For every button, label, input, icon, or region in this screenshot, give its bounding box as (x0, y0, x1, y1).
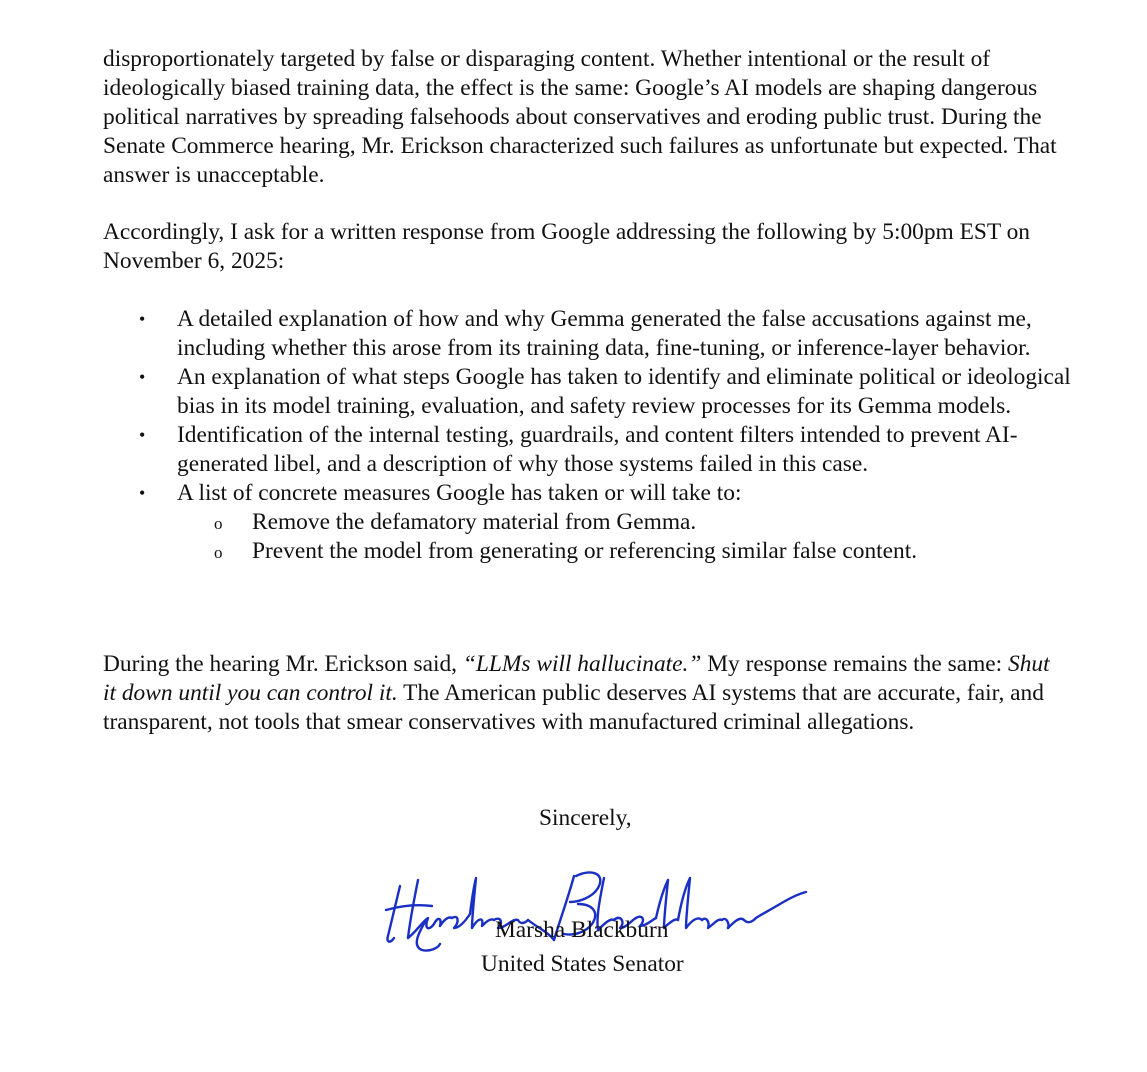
measures-sublist (177, 508, 1072, 566)
body-paragraph-3 (103, 650, 1063, 737)
list-item (0, 421, 1072, 479)
bullet-icon: • (139, 367, 146, 387)
measure-text: Remove the defamatory material from Gemma. (252, 509, 697, 535)
request-text: Identification of the internal testing, guardrails, and content filters intended to prevent AI-generated libel, and a description of why those systems failed in this case. (177, 422, 1018, 477)
closing-salutation: Sincerely, (539, 805, 632, 831)
measure-text: Prevent the model from generating or referencing similar false content. (252, 538, 918, 564)
bullet-icon: • (139, 483, 146, 503)
request-list (0, 305, 1147, 566)
list-item (0, 363, 1072, 421)
bullet-icon: • (139, 309, 146, 329)
body-paragraph-1: disproportionately targeted by false or disparaging content. Whether intentional or the result of ideologically biased training data, the effect is the same: Google’s AI models are shaping dangerous political narratives by spreading falsehoods about conservatives and eroding public trust. During the Senate Commerce hearing, Mr. Erickson characterized such failures as unfortunate but expected. That answer is unacceptable. (103, 46, 1057, 188)
llm-quote: “LLMs will hallucinate.” (462, 651, 702, 677)
sublist-item (177, 508, 1072, 537)
shut-it-down-emphasis: Shut it down until you can control it. (103, 651, 1050, 706)
paragraph-3-lead: During the hearing Mr. Erickson said, (103, 651, 463, 677)
signer-title: United States Senator (481, 951, 684, 977)
list-item (0, 479, 1072, 566)
request-text: A detailed explanation of how and why Gemma generated the false accusations against me, including whether this arose from its training data, fine-tuning, or inference-layer behavior. (177, 306, 1032, 361)
request-text: A list of concrete measures Google has taken or will take to: (177, 480, 742, 506)
circle-bullet-icon: o (214, 543, 223, 562)
list-item (0, 305, 1072, 363)
paragraph-3-middle: My response remains the same: (701, 651, 1008, 677)
paragraph-3-tail: The American public deserves AI systems that are accurate, fair, and transparent, not tools that smear conservatives with manufactured criminal allegations. (103, 680, 1044, 735)
sublist-item (177, 537, 1072, 566)
signer-name: Marsha Blackburn (495, 917, 669, 943)
request-text: An explanation of what steps Google has taken to identify and eliminate political or ideological bias in its model training, evaluation, and safety review processes for its Gemma models. (177, 364, 1071, 419)
bullet-icon: • (139, 425, 146, 445)
circle-bullet-icon: o (214, 514, 223, 533)
body-paragraph-2: Accordingly, I ask for a written response from Google addressing the following by 5:00pm EST on November 6, 2025: (103, 219, 1031, 274)
